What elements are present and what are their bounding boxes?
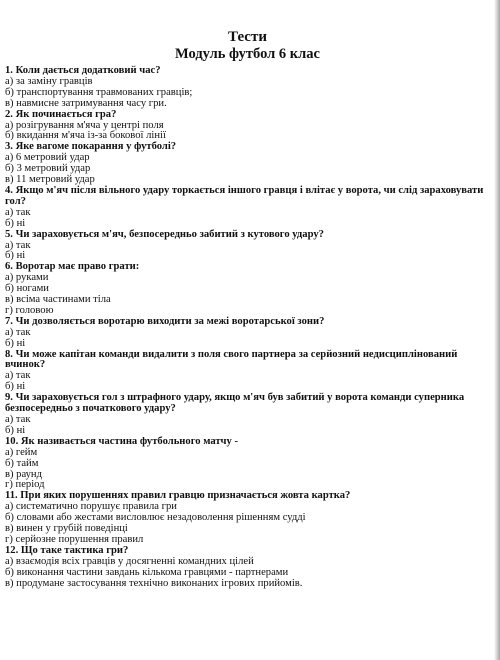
question-text: 7. Чи дозволяється воротарю виходити за межі воротарської зони? <box>5 315 325 327</box>
question-text: 2. Як починається гра? <box>5 108 117 120</box>
answer-option: б) ні <box>5 250 26 262</box>
question-block <box>5 142 490 186</box>
answer-option: а) за заміну гравців <box>5 75 93 87</box>
answer-option: г) період <box>5 479 45 491</box>
answer-option: а) гейм <box>5 446 38 458</box>
answer-option: б) ні <box>5 424 26 436</box>
question-text: 3. Яке вагоме покарання у футболі? <box>5 141 177 153</box>
question-block <box>5 546 490 590</box>
answer-option: б) тайм <box>5 457 39 469</box>
answer-option: а) так <box>5 414 31 425</box>
answer-option: а) систематично порушує правила гри <box>5 501 177 513</box>
answer-option: в) навмисне затримування часу гри. <box>5 97 167 109</box>
answer-option: б) виконання частини завдань кількома гравцями - партнерами <box>5 566 289 578</box>
question-text: 8. Чи може капітан команди видалити з поля свого партнера за серйозний недисциплінований вчинок? <box>5 348 458 371</box>
question-block <box>5 186 490 230</box>
answer-option: б) ні <box>5 217 26 229</box>
answer-option: а) взаємодія всіх гравців у досягненні командних цілей <box>5 555 254 567</box>
question-block <box>5 262 490 317</box>
question-text: 6. Воротар має право грати: <box>5 261 140 273</box>
question-text: 11. При яких порушеннях правил гравцю призначається жовта картка? <box>5 490 351 502</box>
answer-option: а) 6 метровий удар <box>5 152 90 164</box>
answer-option: а) так <box>5 239 31 251</box>
answer-option: б) транспортування травмованих гравців; <box>5 86 193 98</box>
answer-option: а) так <box>5 370 31 382</box>
answer-option: в) 11 метровий удар <box>5 174 95 186</box>
question-list <box>5 66 490 590</box>
question-block <box>5 350 490 394</box>
answer-option: б) ні <box>5 337 26 349</box>
question-block <box>5 491 490 546</box>
question-block <box>5 110 490 143</box>
question-block <box>5 437 490 492</box>
answer-option: а) руками <box>5 272 49 284</box>
scan-edge-shadow <box>494 0 500 660</box>
question-text: 5. Чи зараховується м'яч, безпосередньо забитий з кутового удару? <box>5 228 324 240</box>
answer-option: б) ні <box>5 381 26 393</box>
question-text: 10. Як називається частина футбольного матчу - <box>5 435 239 447</box>
answer-option: б) ногами <box>5 283 49 295</box>
answer-option: б) вкидання м'яча із-за бокової лінії <box>5 130 166 142</box>
answer-option: а) так <box>5 326 31 338</box>
question-text: 1. Коли дається додатковий час? <box>5 65 161 76</box>
question-block <box>5 230 490 263</box>
question-text: 4. Якщо м'яч після вільного удару торкається іншого гравця і влітає у ворота, чи слід зараховувати гол? <box>5 184 484 207</box>
question-block <box>5 393 490 437</box>
answer-option: в) раунд <box>5 468 42 480</box>
answer-option: а) розігрування м'яча у центрі поля <box>5 119 164 131</box>
answer-option: г) серйозне порушення правил <box>5 533 144 545</box>
answer-option: г) головою <box>5 304 54 316</box>
answer-option: а) так <box>5 206 31 218</box>
answer-option: б) 3 метровий удар <box>5 163 91 175</box>
question-text: 12. Що таке тактика гри? <box>5 544 129 556</box>
page-title: Тести <box>228 29 267 45</box>
answer-option: в) винен у грубій поведінці <box>5 523 128 535</box>
question-text: 9. Чи зараховується гол з штрафного удару, якщо м'яч був забитий у ворота команди суперника безпосередньо з початкового удару? <box>5 392 465 415</box>
question-block <box>5 317 490 350</box>
page-subtitle: Модуль футбол 6 клас <box>175 46 320 62</box>
answer-option: б) словами або жестами висловлює незадоволення рішенням судді <box>5 512 306 524</box>
question-block <box>5 66 490 110</box>
answer-option: в) всіма частинами тіла <box>5 294 111 306</box>
answer-option: в) продумане застосування технічно виконаних ігрових прийомів. <box>5 577 303 589</box>
